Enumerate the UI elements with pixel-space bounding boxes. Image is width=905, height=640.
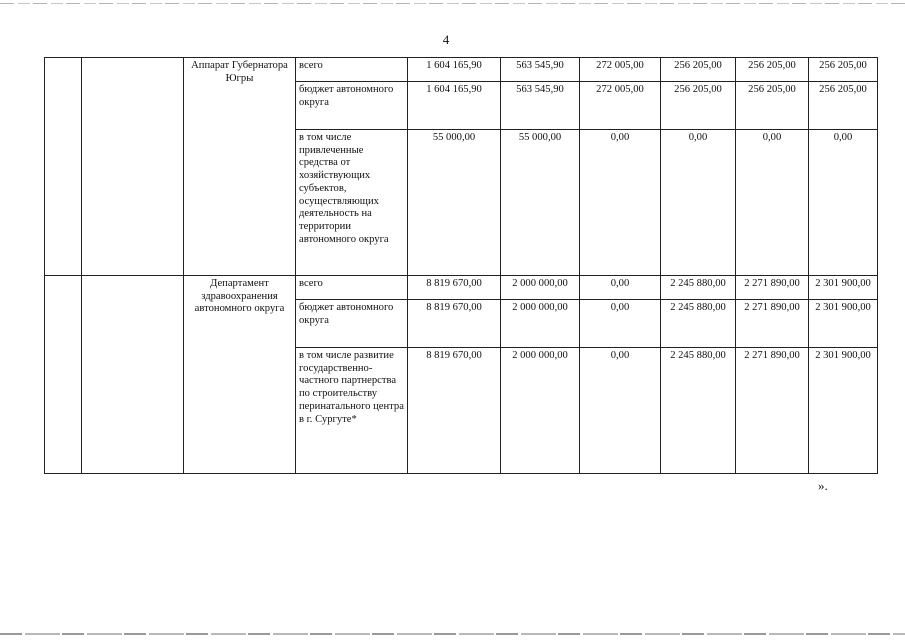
- value-cell: 2 271 890,00: [736, 300, 809, 348]
- value-cell: 2 301 900,00: [809, 348, 878, 474]
- value-cell: 8 819 670,00: [408, 300, 501, 348]
- value-cell: 2 301 900,00: [809, 276, 878, 300]
- scan-edge-bottom: [0, 633, 905, 635]
- value-cell: 1 604 165,90: [408, 82, 501, 130]
- scan-edge-top: [0, 3, 905, 4]
- value-cell: 8 819 670,00: [408, 348, 501, 474]
- value-cell: 272 005,00: [580, 82, 661, 130]
- value-cell: 256 205,00: [809, 58, 878, 82]
- page-number: 4: [442, 32, 450, 47]
- row-label: бюджет автономного округа: [296, 300, 408, 348]
- value-cell: 0,00: [580, 300, 661, 348]
- blank-cell: [45, 276, 82, 474]
- value-cell: 256 205,00: [736, 82, 809, 130]
- value-cell: 0,00: [736, 130, 809, 276]
- table-row: [45, 58, 878, 82]
- closing-quote-mark: ».: [818, 478, 828, 493]
- value-cell: 55 000,00: [408, 130, 501, 276]
- value-cell: 2 245 880,00: [661, 348, 736, 474]
- row-label: всего: [296, 276, 408, 300]
- value-cell: 2 245 880,00: [661, 276, 736, 300]
- value-cell: 8 819 670,00: [408, 276, 501, 300]
- value-cell: 0,00: [580, 130, 661, 276]
- agency-cell: Аппарат Губернатора Югры: [184, 58, 296, 276]
- value-cell: 256 205,00: [661, 58, 736, 82]
- value-cell: 256 205,00: [809, 82, 878, 130]
- budget-table: [44, 57, 878, 474]
- value-cell: 563 545,90: [501, 58, 580, 82]
- value-cell: 0,00: [580, 276, 661, 300]
- blank-cell: [82, 276, 184, 474]
- row-label: бюджет автономного округа: [296, 82, 408, 130]
- value-cell: 0,00: [580, 348, 661, 474]
- value-cell: 563 545,90: [501, 82, 580, 130]
- value-cell: 2 000 000,00: [501, 300, 580, 348]
- value-cell: 1 604 165,90: [408, 58, 501, 82]
- value-cell: 272 005,00: [580, 58, 661, 82]
- value-cell: 2 271 890,00: [736, 348, 809, 474]
- blank-cell: [82, 58, 184, 276]
- value-cell: 2 301 900,00: [809, 300, 878, 348]
- value-cell: 256 205,00: [661, 82, 736, 130]
- value-cell: 0,00: [661, 130, 736, 276]
- row-label: всего: [296, 58, 408, 82]
- row-label: в том числе привлеченные средства от хозяйствующих субъектов, осуществляющих деятельность на территории автономного округа: [296, 130, 408, 276]
- table-row: [45, 276, 878, 300]
- value-cell: 55 000,00: [501, 130, 580, 276]
- row-label: в том числе развитие государственно-частного партнерства по строительству перинатального центра в г. Сургуте*: [296, 348, 408, 474]
- value-cell: 2 000 000,00: [501, 348, 580, 474]
- blank-cell: [45, 58, 82, 276]
- value-cell: 256 205,00: [736, 58, 809, 82]
- value-cell: 2 271 890,00: [736, 276, 809, 300]
- value-cell: 2 245 880,00: [661, 300, 736, 348]
- agency-cell: Департамент здравоохранения автономного округа: [184, 276, 296, 474]
- value-cell: 0,00: [809, 130, 878, 276]
- value-cell: 2 000 000,00: [501, 276, 580, 300]
